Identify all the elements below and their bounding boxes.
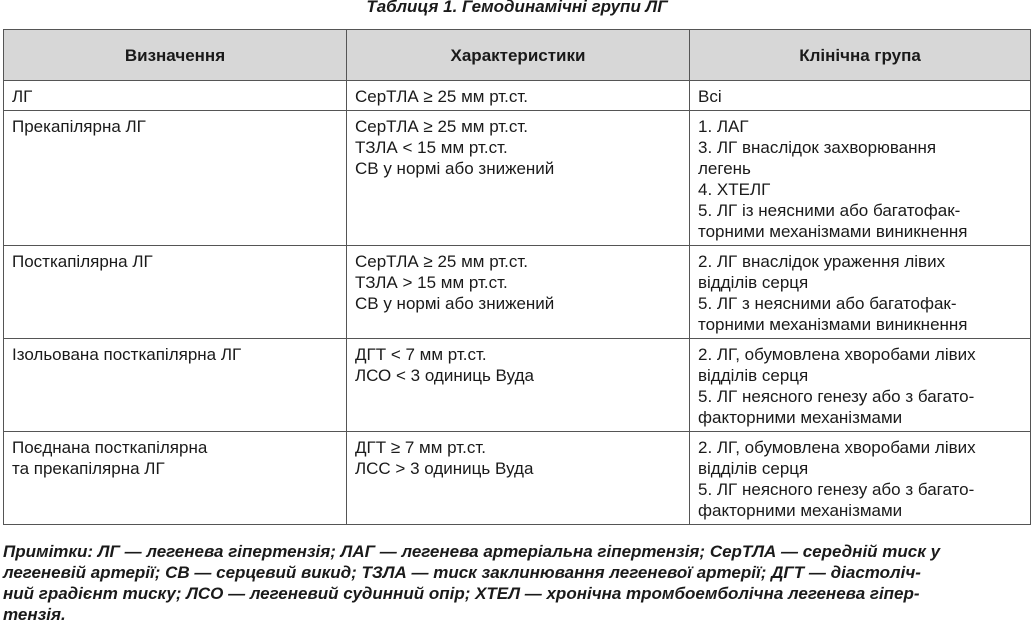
- cell-line: відділів серця: [698, 459, 809, 478]
- cell-line: 5. ЛГ неясного генезу або з багато-: [698, 387, 975, 406]
- table-header-row: [4, 30, 1031, 81]
- table-row: [4, 81, 1031, 111]
- cell-line: торними механізмами виникнення: [698, 222, 968, 241]
- cell-clinical-group: [690, 111, 1031, 246]
- cell-clinical-group: [690, 246, 1031, 339]
- notes-line: Примітки: ЛГ — легенева гіпертензія; ЛАГ — легенева артеріальна гіпертензія; СерТЛА — середній тиск у: [3, 542, 941, 561]
- hemodynamic-groups-table: [3, 29, 1031, 525]
- cell-line: 2. ЛГ, обумовлена хворобами лівих: [698, 438, 976, 457]
- cell-line: 5. ЛГ із неясними або багатофак-: [698, 201, 961, 220]
- notes-line: тензія.: [3, 605, 66, 624]
- cell-line: відділів серця: [698, 366, 809, 385]
- cell-line: факторними механізмами: [698, 408, 903, 427]
- cell-line: 2. ЛГ, обумовлена хворобами лівих: [698, 345, 976, 364]
- cell-line: ЛСС > 3 одиниць Вуда: [355, 459, 534, 478]
- cell-line: 2. ЛГ внаслідок ураження лівих: [698, 252, 946, 271]
- cell-line: ЛГ: [12, 87, 33, 106]
- cell-line: факторними механізмами: [698, 501, 903, 520]
- header-definition: Визначення: [4, 30, 347, 81]
- notes-line: ний градієнт тиску; ЛСО — легеневий судинний опір; ХТЕЛ — хронічна тромбоемболічна легенева гіпер-: [3, 584, 920, 603]
- cell-line: СВ у нормі або знижений: [355, 294, 555, 313]
- cell-line: ЛСО < 3 одиниць Вуда: [355, 366, 534, 385]
- cell-line: 1. ЛАГ: [698, 117, 749, 136]
- cell-line: та прекапілярна ЛГ: [12, 459, 165, 478]
- cell-line: ДГТ < 7 мм рт.ст.: [355, 345, 487, 364]
- cell-line: Прекапілярна ЛГ: [12, 117, 146, 136]
- cell-characteristics: [347, 339, 690, 432]
- cell-line: 5. ЛГ з неясними або багатофак-: [698, 294, 957, 313]
- table-row: [4, 111, 1031, 246]
- cell-line: 3. ЛГ внаслідок захворювання: [698, 138, 937, 157]
- table-row: [4, 432, 1031, 525]
- cell-line: Посткапілярна ЛГ: [12, 252, 153, 271]
- table-row: [4, 246, 1031, 339]
- cell-line: легень: [698, 159, 751, 178]
- cell-line: СерТЛА ≥ 25 мм рт.ст.: [355, 252, 529, 271]
- cell-line: СВ у нормі або знижений: [355, 159, 555, 178]
- cell-line: СерТЛА ≥ 25 мм рт.ст.: [355, 87, 529, 106]
- cell-definition: [4, 246, 347, 339]
- cell-line: Ізольована посткапілярна ЛГ: [12, 345, 242, 364]
- cell-characteristics: [347, 246, 690, 339]
- cell-definition: [4, 339, 347, 432]
- cell-clinical-group: [690, 81, 1031, 111]
- table-row: [4, 339, 1031, 432]
- header-clinical-group: Клінічна група: [690, 30, 1031, 81]
- table-notes: [3, 541, 1031, 625]
- cell-line: ТЗЛА > 15 мм рт.ст.: [355, 273, 508, 292]
- cell-definition: [4, 432, 347, 525]
- cell-clinical-group: [690, 339, 1031, 432]
- cell-line: Всі: [698, 87, 722, 106]
- cell-line: відділів серця: [698, 273, 809, 292]
- cell-definition: [4, 111, 347, 246]
- cell-line: 4. ХТЕЛГ: [698, 180, 771, 199]
- cell-characteristics: [347, 81, 690, 111]
- cell-definition: [4, 81, 347, 111]
- table-caption: Таблиця 1. Гемодинамічні групи ЛГ: [366, 0, 668, 16]
- cell-characteristics: [347, 432, 690, 525]
- header-characteristics: Характеристики: [347, 30, 690, 81]
- cell-line: СерТЛА ≥ 25 мм рт.ст.: [355, 117, 529, 136]
- cell-line: ТЗЛА < 15 мм рт.ст.: [355, 138, 508, 157]
- cell-line: 5. ЛГ неясного генезу або з багато-: [698, 480, 975, 499]
- cell-clinical-group: [690, 432, 1031, 525]
- notes-line: легеневій артерії; СВ — серцевий викид; ТЗЛА — тиск заклинювання легеневої артерії; ДГТ — діастоліч-: [3, 563, 921, 582]
- cell-line: Поєднана посткапілярна: [12, 438, 208, 457]
- cell-line: ДГТ ≥ 7 мм рт.ст.: [355, 438, 486, 457]
- cell-characteristics: [347, 111, 690, 246]
- cell-line: торними механізмами виникнення: [698, 315, 968, 334]
